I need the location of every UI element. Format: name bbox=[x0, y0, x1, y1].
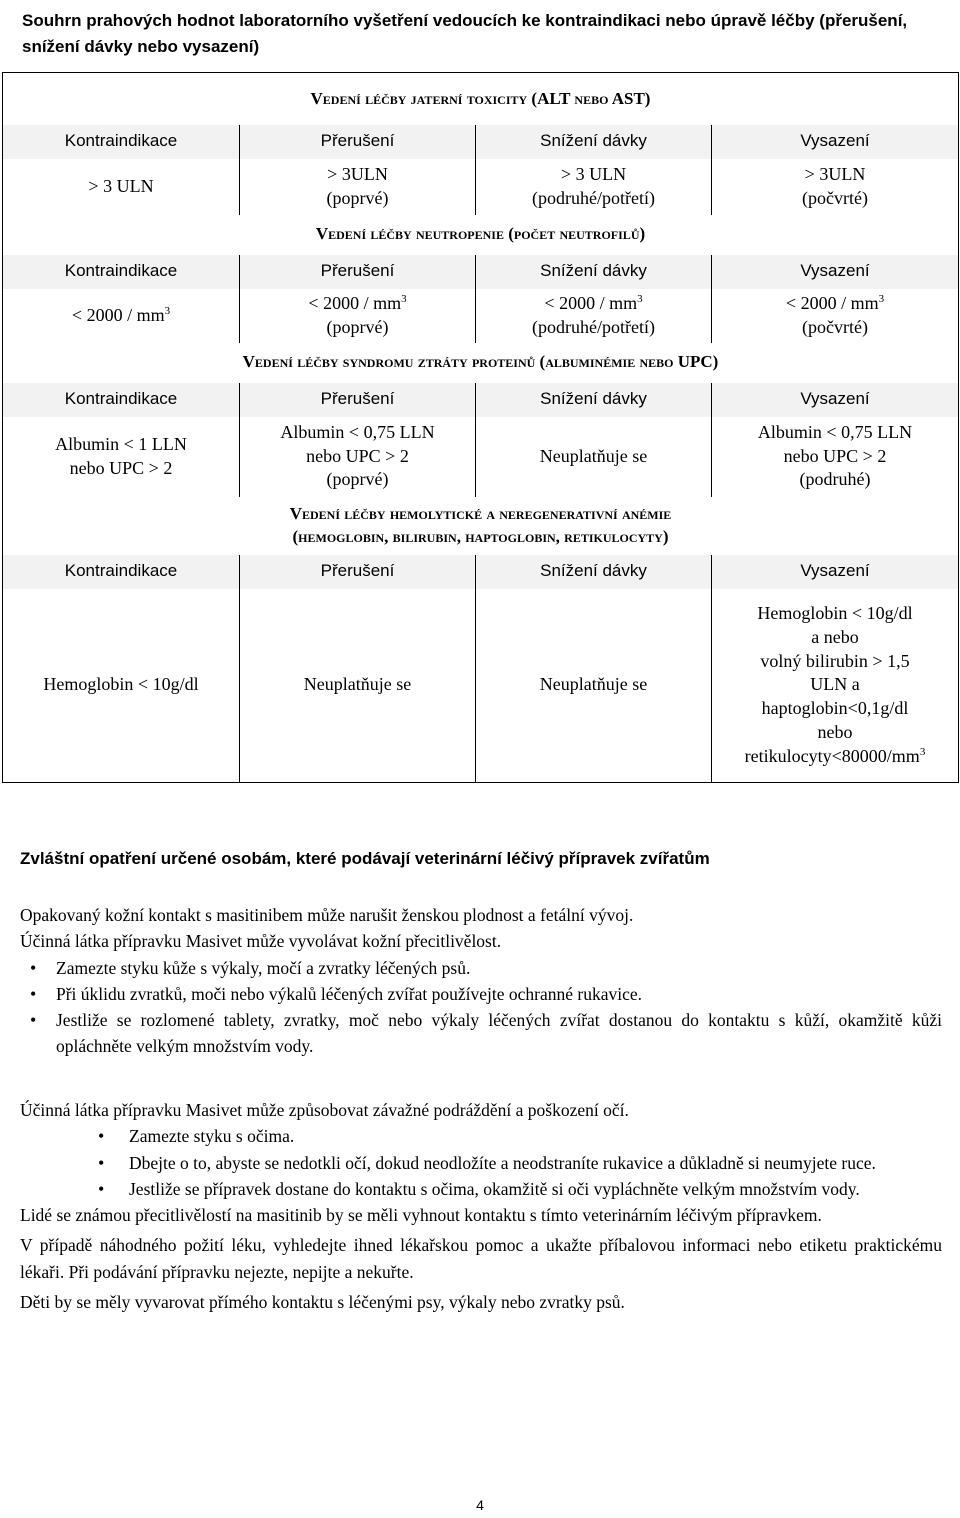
paragraph: Účinná látka přípravku Masivet může způsobovat závažné podráždění a poškození očí. bbox=[20, 1100, 629, 1120]
threshold-cell: Albumin < 0,75 LLN nebo UPC > 2 (podruhé) bbox=[712, 417, 959, 497]
threshold-cell: Neuplatňuje se bbox=[240, 589, 476, 783]
col-header: Snížení dávky bbox=[476, 255, 712, 289]
bullet-list bbox=[20, 1123, 942, 1202]
threshold-cell: Neuplatňuje se bbox=[476, 589, 712, 783]
bullet-list bbox=[20, 955, 942, 1060]
col-header: Přerušení bbox=[240, 255, 476, 289]
threshold-cell: > 3ULN (počvrté) bbox=[712, 159, 959, 215]
col-header: Snížení dávky bbox=[476, 555, 712, 589]
col-header: Vysazení bbox=[712, 255, 959, 289]
section-title: Vedení léčby jaterní toxicity (ALT nebo AST) bbox=[3, 73, 959, 125]
paragraph: Účinná látka přípravku Masivet může vyvolávat kožní přecitlivělost. bbox=[20, 931, 502, 952]
skin-precautions bbox=[20, 902, 942, 1060]
threshold-cell: < $2000 / mm^3$ (podruhé/potřetí) bbox=[476, 289, 712, 343]
threshold-cell: > 3ULN (poprvé) bbox=[240, 159, 476, 215]
col-header: Kontraindikace bbox=[3, 383, 240, 417]
threshold-cell: Hemoglobin < 10g/dl a nebo volný bilirubin > 1,5 ULN a haptoglobin<0,1g/dl nebo $retikulocyty<80000/mm^3$ bbox=[712, 589, 959, 783]
col-header: Vysazení bbox=[712, 383, 959, 417]
col-header: Kontraindikace bbox=[3, 125, 240, 159]
threshold-cell: Albumin < 1 LLN nebo UPC > 2 bbox=[3, 417, 240, 497]
threshold-cell: < $2000 / mm^3$ (poprvé) bbox=[240, 289, 476, 343]
col-header: Snížení dávky bbox=[476, 383, 712, 417]
list-item: • Dbejte o to, abyste se nedotkli očí, dokud neodložíte a neodstraníte rukavice a důkladně si neumyjete ruce. bbox=[20, 1150, 942, 1176]
paragraph: Děti by se měly vyvarovat přímého kontaktu s léčenými psy, výkaly nebo zvratky psů. bbox=[20, 1291, 625, 1312]
threshold-cell: Albumin < 0,75 LLN nebo UPC > 2 (poprvé) bbox=[240, 417, 476, 497]
threshold-cell: Hemoglobin < 10g/dl bbox=[3, 589, 240, 783]
list-item: • Při úklidu zvratků, moči nebo výkalů léčených zvířat používejte ochranné rukavice. bbox=[20, 981, 942, 1007]
col-header: Přerušení bbox=[240, 125, 476, 159]
threshold-table bbox=[2, 72, 959, 783]
list-item: • Jestliže se rozlomené tablety, zvratky, moč nebo výkaly léčených zvířat dostanou do kontaktu s kůží, okamžitě kůži opláchněte velkým množstvím vody. bbox=[20, 1007, 942, 1060]
section-title: Vedení léčby neutropenie (počet neutrofilů) bbox=[3, 215, 959, 255]
list-item: • Jestliže se přípravek dostane do kontaktu s očima, okamžitě si oči vypláchněte velkým množstvím vody. bbox=[20, 1176, 942, 1202]
paragraph: V případě náhodného požití léku, vyhledejte ihned lékařskou pomoc a ukažte příbalovou informaci nebo etiketu praktickému lékaři. Při podávání přípravku nejezte, nepijte a nekuřte. bbox=[20, 1235, 942, 1282]
threshold-cell: > 3 ULN (podruhé/potřetí) bbox=[476, 159, 712, 215]
col-header: Vysazení bbox=[712, 125, 959, 159]
paragraph: Lidé se známou přecitlivělostí na masitinib by se měli vyhnout kontaktu s tímto veterinárním léčivým přípravkem. bbox=[20, 1205, 822, 1225]
threshold-cell: < $2000 / mm^3$ bbox=[3, 289, 240, 343]
col-header: Kontraindikace bbox=[3, 255, 240, 289]
col-header: Přerušení bbox=[240, 555, 476, 589]
col-header: Vysazení bbox=[712, 555, 959, 589]
col-header: Kontraindikace bbox=[3, 555, 240, 589]
threshold-cell: < $2000 / mm^3$ (počvrté) bbox=[712, 289, 959, 343]
eye-precautions bbox=[20, 1097, 942, 1315]
section-title: Vedení léčby syndromu ztráty proteinů (albuminémie nebo UPC) bbox=[3, 343, 959, 383]
threshold-cell: > 3 ULN bbox=[3, 159, 240, 215]
list-item: • Zamezte styku s očima. bbox=[20, 1123, 942, 1149]
col-header: Snížení dávky bbox=[476, 125, 712, 159]
list-item: • Zamezte styku kůže s výkaly, močí a zvratky léčených psů. bbox=[20, 955, 942, 981]
col-header: Přerušení bbox=[240, 383, 476, 417]
page-heading: Souhrn prahových hodnot laboratorního vyšetření vedoucích ke kontraindikaci nebo úpravě léčby (přerušení, snížení dávky nebo vysazení) bbox=[22, 11, 908, 56]
paragraph: Opakovaný kožní kontakt s masitinibem může narušit ženskou plodnost a fetální vývoj. bbox=[20, 905, 634, 925]
page-number: 4 bbox=[476, 1497, 484, 1513]
threshold-cell: Neuplatňuje se bbox=[476, 417, 712, 497]
precautions-heading: Zvláštní opatření určené osobám, které podávají veterinární léčivý přípravek zvířatům bbox=[20, 849, 710, 868]
section-title: Vedení léčby hemolytické a neregenerativní anémie (hemoglobin, bilirubin, haptoglobin, retikulocyty) bbox=[3, 497, 959, 555]
